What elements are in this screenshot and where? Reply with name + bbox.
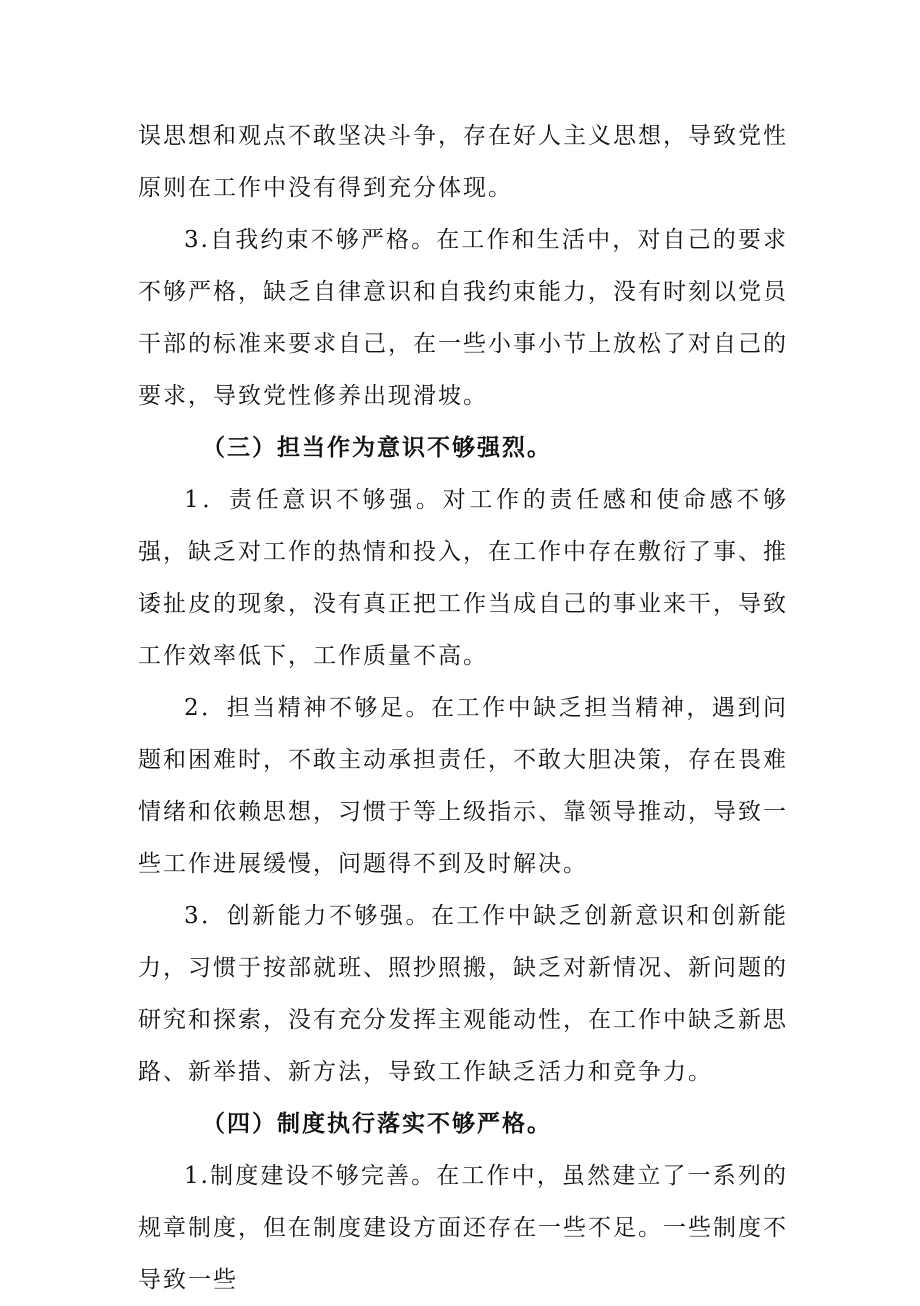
section-heading: （四）制度执行落实不够严格。 (202, 1110, 552, 1137)
body-paragraph: 1.制度建设不够完善。在工作中，虽然建立了一系列的规章制度，但在制度建设方面还存在一些不足。一些制度不导致一些 (138, 1163, 788, 1293)
document-body (138, 110, 788, 1306)
body-paragraph: 3.自我约束不够严格。在工作和生活中，对自己的要求不够严格，缺乏自律意识和自我约束能力，没有时刻以党员干部的标准来要求自己，在一些小事小节上放松了对自己的要求，导致党性修养出现滑坡。 (138, 227, 788, 409)
body-paragraph: 2．担当精神不够足。在工作中缺乏担当精神，遇到问题和困难时，不敢主动承担责任，不敢大胆决策，存在畏难情绪和依赖思想，习惯于等上级指示、靠领导推动，导致一些工作进展缓慢，问题得不到及时解决。 (138, 695, 788, 877)
body-paragraph: 误思想和观点不敢坚决斗争，存在好人主义思想，导致党性原则在工作中没有得到充分体现。 (138, 123, 788, 201)
body-paragraph: 1．责任意识不够强。对工作的责任感和使命感不够强，缺乏对工作的热情和投入，在工作中存在敷衍了事、推诿扯皮的现象，没有真正把工作当成自己的事业来干，导致工作效率低下，工作质量不高。 (138, 487, 788, 669)
body-paragraph: 3．创新能力不够强。在工作中缺乏创新意识和创新能力，习惯于按部就班、照抄照搬，缺乏对新情况、新问题的研究和探索，没有充分发挥主观能动性，在工作中缺乏新思路、新举措、新方法，导致工作缺乏活力和竞争力。 (138, 903, 788, 1085)
section-heading: （三）担当作为意识不够强烈。 (202, 434, 552, 461)
